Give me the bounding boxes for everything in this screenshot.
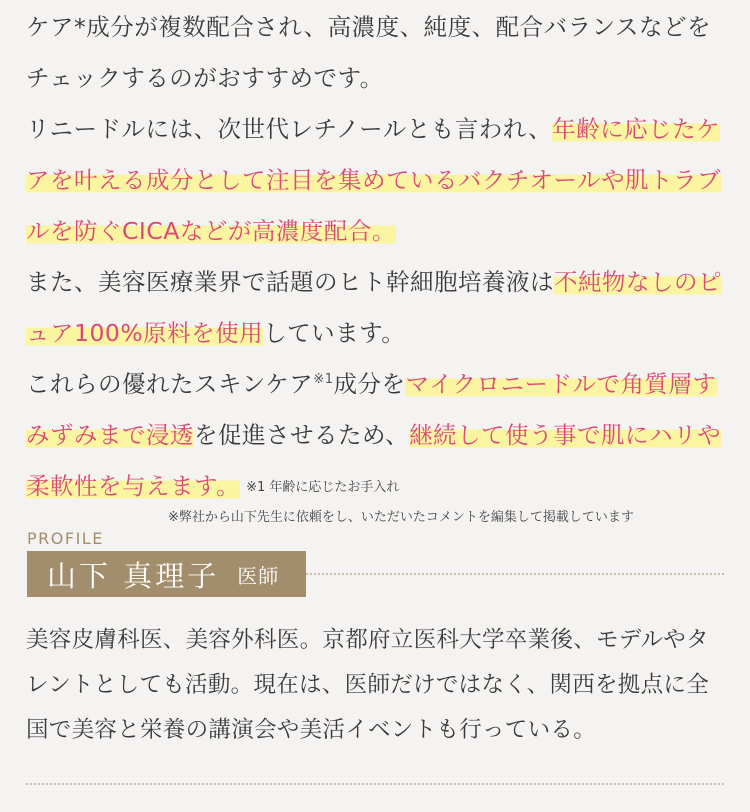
paragraph-intro: ケア*成分が複数配合され、高濃度、純度、配合バランスなどをチェックするのがおすすめです。	[26, 13, 711, 92]
highlight-text: 年齢に応じたケアを叶える成分として注目を集めているバクチオールや肌トラブルを防ぐCICAなどが高濃度配合。	[26, 115, 722, 245]
highlight-text: 継続して使う事で肌にハリや柔軟性を与えます。	[26, 421, 722, 500]
highlight-text: マイクロニードルで角質層すみずみまで浸透	[26, 370, 717, 449]
doctor-title: 医師	[237, 563, 280, 588]
paragraph-microneedle: これらの優れたスキンケア$^{※1}$成分をマイクロニードルで角質層すみずみまで浸透を促進させるため、継続して使う事で肌にハリや柔軟性を与えます。 ※1 年齢に応じたお手入れ	[26, 370, 722, 500]
commission-note: ※弊社から山下先生に依頼をし、いただいたコメントを編集して掲載しています	[168, 510, 634, 525]
doctor-name: 山下 真理子	[47, 558, 220, 593]
profile-label: PROFILE	[27, 529, 104, 548]
paragraph-ingredients: リニードルには、次世代レチノールとも言われ、年齢に応じたケアを叶える成分として注目を集めているバクチオールや肌トラブルを防ぐCICAなどが高濃度配合。	[26, 115, 722, 245]
article-body	[26, 0, 731, 513]
footnote-inline: ※1 年齢に応じたお手入れ	[246, 480, 400, 495]
paragraph-stem-cell: また、美容医療業界で話題のヒト幹細胞培養液は不純物なしのピュア100%原料を使用しています。	[26, 268, 722, 347]
doctor-bio: 美容皮膚科医、美容外科医。京都府立医科大学卒業後、モデルやタレントとしても活動。現在は、医師だけではなく、関西を拠点に全国で美容と栄養の講演会や美活イベントも行っている。	[26, 627, 709, 743]
divider	[26, 783, 724, 785]
divider	[306, 573, 724, 575]
footnote-mark: ※1	[313, 372, 334, 388]
profile-name-plate	[27, 551, 306, 597]
highlight-text: 不純物なしのピュア100%原料を使用	[26, 268, 722, 347]
